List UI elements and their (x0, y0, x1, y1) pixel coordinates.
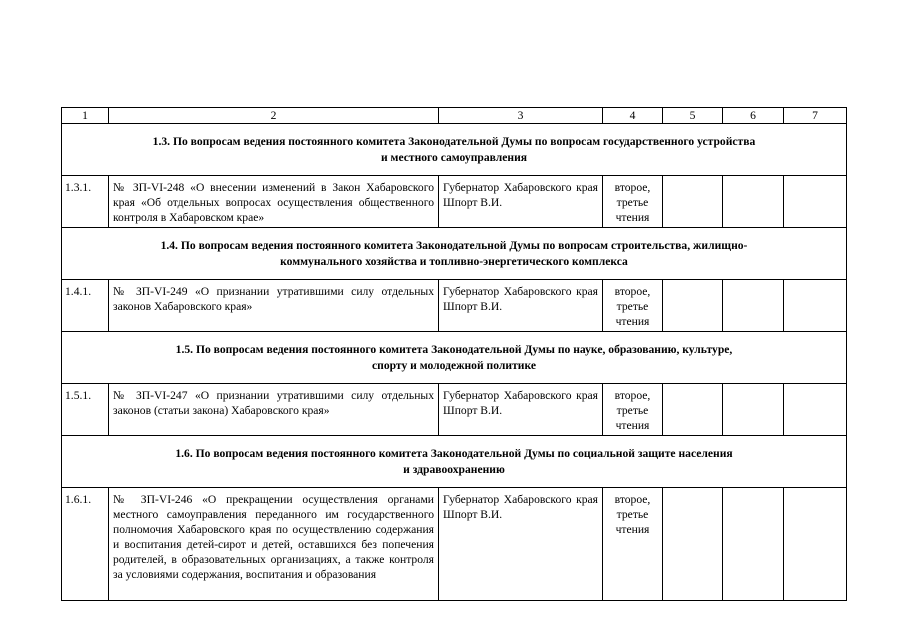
empty-cell (784, 280, 847, 332)
section-heading-row (62, 228, 847, 280)
bill-author: Губернатор Хабаровского края Шпорт В.И. (439, 384, 603, 436)
empty-cell (723, 488, 784, 601)
empty-cell (663, 280, 723, 332)
table-row (62, 488, 847, 601)
empty-cell (663, 384, 723, 436)
empty-cell (723, 176, 784, 228)
empty-cell (663, 488, 723, 601)
section-heading-line: 1.6. По вопросам ведения постоянного комитета Законодательной Думы по социальной защите населения (175, 447, 733, 460)
section-heading-line: и местного самоуправления (380, 151, 528, 164)
empty-cell (784, 488, 847, 601)
column-number-cell: 7 (784, 108, 847, 124)
section-heading-row (62, 332, 847, 384)
agenda-table (61, 107, 847, 601)
section-heading-line: и здравоохранению (403, 463, 505, 476)
column-number-cell: 1 (62, 108, 109, 124)
section-heading (62, 332, 847, 384)
section-heading-line: 1.5. По вопросам ведения постоянного комитета Законодательной Думы по науке, образованию, культуре, (175, 343, 733, 356)
reading-stage: второе, третье чтения (603, 280, 663, 332)
bill-title: № ЗП-VI-246 «О прекращении осуществления органами местного самоуправления переданного им государственного полномочия Хабаровского края по осуществлению содержания и воспитания детей-сирот и детей, оставшихся без попечения родителей, в образовательных организациях, а также контроля за условиями содержания, воспитания и образования (109, 488, 439, 601)
column-number-cell: 3 (439, 108, 603, 124)
bill-title: № ЗП-VI-247 «О признании утратившими силу отдельных законов (статьи закона) Хабаровского края» (109, 384, 439, 436)
table-row (62, 176, 847, 228)
empty-cell (723, 384, 784, 436)
section-heading (62, 124, 847, 176)
reading-stage: второе, третье чтения (603, 176, 663, 228)
section-heading-row (62, 436, 847, 488)
column-number-cell: 5 (663, 108, 723, 124)
empty-cell (663, 176, 723, 228)
section-heading (62, 436, 847, 488)
section-heading (62, 228, 847, 280)
item-number: 1.6.1. (62, 488, 109, 601)
item-number: 1.4.1. (62, 280, 109, 332)
empty-cell (723, 280, 784, 332)
bill-title: № ЗП-VI-249 «О признании утратившими силу отдельных законов Хабаровского края» (109, 280, 439, 332)
section-heading-line: 1.3. По вопросам ведения постоянного комитета Законодательной Думы по вопросам государственного устройства (152, 135, 756, 148)
empty-cell (784, 384, 847, 436)
column-number-cell: 2 (109, 108, 439, 124)
table-row (62, 280, 847, 332)
bill-author: Губернатор Хабаровского края Шпорт В.И. (439, 280, 603, 332)
bill-author: Губернатор Хабаровского края Шпорт В.И. (439, 176, 603, 228)
table-row (62, 384, 847, 436)
empty-cell (784, 176, 847, 228)
item-number: 1.3.1. (62, 176, 109, 228)
reading-stage: второе, третье чтения (603, 384, 663, 436)
reading-stage: второе, третье чтения (603, 488, 663, 601)
bill-author: Губернатор Хабаровского края Шпорт В.И. (439, 488, 603, 601)
column-number-cell: 4 (603, 108, 663, 124)
column-number-cell: 6 (723, 108, 784, 124)
column-number-row (62, 108, 847, 124)
bill-title: № ЗП-VI-248 «О внесении изменений в Закон Хабаровского края «Об отдельных вопросах осуществления общественного контроля в Хабаровском крае» (109, 176, 439, 228)
item-number: 1.5.1. (62, 384, 109, 436)
section-heading-line: коммунального хозяйства и топливно-энергетического комплекса (280, 255, 628, 268)
section-heading-line: спорту и молодежной политике (372, 359, 536, 372)
document-page (61, 107, 846, 601)
section-heading-line: 1.4. По вопросам ведения постоянного комитета Законодательной Думы по вопросам строительства, жилищно- (160, 239, 748, 252)
section-heading-row (62, 124, 847, 176)
